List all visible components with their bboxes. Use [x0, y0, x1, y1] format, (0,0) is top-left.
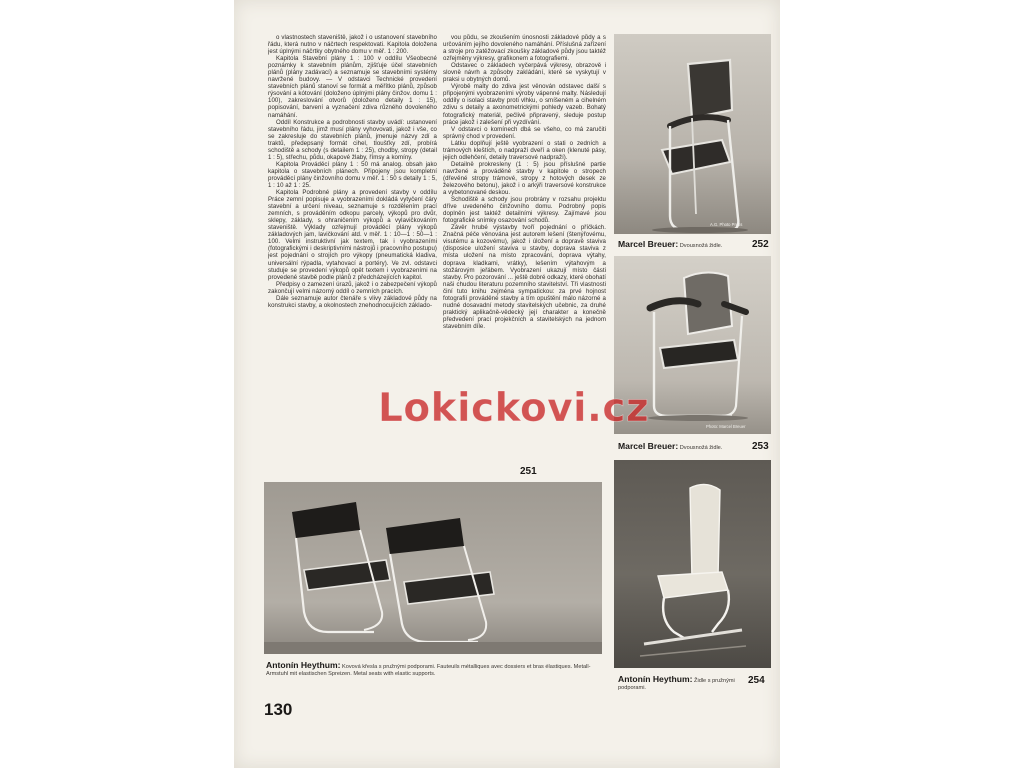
- figure-number-253: 253: [752, 441, 769, 452]
- figure-number-252: 252: [752, 239, 769, 250]
- caption-254-name: Antonín Heythum:: [618, 674, 693, 684]
- caption-253-name: Marcel Breuer:: [618, 441, 679, 451]
- watermark-text: Lokickovi.cz: [378, 386, 650, 431]
- photo-credit-253: Photo: Marcel Breuer: [706, 424, 746, 429]
- paragraph: Oddíl Konstrukce a podrobnosti stavby uvádí: ustanovení stavebního řádu, jimž musí plány vyhovovati, jakož i vše, co se zakresluje do stavebních plánů, jmenuje názvy zdí a traktů, předepsaný formát cihel, tloušťky zdí, probírá schodiště a schody (s detailem 1 : 25), chodby, stropy (detail 1 : 5), střechu, půdu, okapové žlaby, římsy a komíny.: [268, 118, 437, 161]
- paragraph: Odstavec o základech vyčerpává výkresy, obrazově i slovně návrh a způsoby zakládání, které se vyskytují v praksi u obytných domů.: [443, 62, 606, 84]
- caption-254-desc: Židle s pružnými podporami.: [618, 678, 735, 691]
- paragraph: Kapitola Stavební plány 1 : 100 v oddílu Všeobecné poznámky k stavebním plánům, zjišťuje účel stavebních plánů (plány zadávací) a seznamuje se stavebními systémy navržené budovy. — V odstavci Technické provedení stavebních plánů stanoví se formát a měřítko plánů, způsob rýsování a kótování (doloženo úplnými plány činžov. domu 1 : 100), zakreslování otvorů (doloženo detaily 1 : 15), popisování, barvení a vyznačení zdiva různého dovoleného namáhání.: [268, 55, 437, 119]
- caption-253-desc: Dvousnožá židle.: [679, 445, 723, 451]
- figure-number-254: 254: [748, 675, 765, 686]
- photo-credit-252: A.G. Photo Press: [710, 222, 743, 227]
- paragraph: Kapitola Prováděcí plány 1 : 50 má analog. obsah jako kapitola o stavebních plánech. Připojeny jsou kompletní prováděcí plány činžovního domu v měř. 1 : 50 s detaily 1 : 5, 1 : 10 až 1 : 25.: [268, 160, 437, 189]
- photo-breuer-armchair-253: [614, 256, 771, 434]
- paragraph: Výrobě malty do zdiva jest věnován odstavec další s připojenými vyobrazeními výroby vápenné malty. Následují oddíly o isolaci stavby proti vlhku, o smíšeném a cihelném zdivu s detaily a axonometrickými pohledy vazeb. Bohatý fotografický materiál, pečlivě připravený, sleduje postup práce jakož i zalešení při vyzdívání.: [443, 83, 606, 126]
- paragraph: Předpisy o zamezení úrazů, jakož i o zabezpečení výkopů zakončují velmi názorný oddíl o zemních pracích.: [268, 280, 437, 295]
- paragraph: Závěr hrubé výstavby tvoří pojednání o příčkách. Značná péče věnována jest autorem lešení (štenýřovému, visutému a kozovému), jakož i úložení a dopravě staviva (disposice uložení staviva u stavby, doprava staviva z místa uložení na místo zpracování, doprava výtahy, doprava kladkami, vrátky), lešením výtahovým a stožárovým jeřábem. Vyobrazení ukazují místo části stavby. Pro pozorování ... ještě dobré odkazy, které obohatí naši chudou literaturu pozemního stavitelství. Tři vlastnosti činí tuto knihu zejména sympatickou: za prvé hojnost fotografií prováděné stavby a tím opuštění málo názorné a nudné dosavadní metody stavitelských učebnic, za druhé praktický aplikačně-vědecký její charakter a konečně předvedení prací projekčních a stavitelských na jednom stavebním díle.: [443, 224, 606, 330]
- paragraph: Kapitola Podrobné plány a provedení stavby v oddílu Práce zemní popisuje a vyobrazeními dokládá vytyčení čáry stavební a určení niveau, seznamuje s rozdělením prací zemních, s prováděním odkopu parcely, výkopů pro dvůr, sklepy, základy, s ohraničením výkopů a vylavičkováním staveniště. Výklady ozřejmují prováděcí plány výkopů základových jam, lavičkování atd. v měř. 1 : 10—1 : 50—1 : 100. Velmi instruktivní jak textem, tak i vyobrazeními (fotografickými i deskriptivními nástrojů i pracovního postupu) jest pojednání o strojích pro výkopy (pneumatická kladiva, universální rýpadla, vytahovací a portéry). Ve zvl. odstavci studuje se provedení výkopů opět textem i vyobrazeními na provedené stavbě podle plánů z předcházejících kapitol.: [268, 189, 437, 281]
- caption-254: [618, 676, 746, 692]
- paragraph: Schodiště a schody jsou probrány v rozsahu projektu dříve uvedeného činžovního domu. Podrobný popis doplněn jest taktéž detailními výkresy. Zajímavé jsou fotografické snímky osazování schodů.: [443, 196, 606, 225]
- paragraph: Dále seznamuje autor čtenáře s vlivy základové půdy na konstrukci stavby, a okolnostech znehodnocujících základo-: [268, 294, 437, 309]
- photo-heythum-chair-254: [614, 460, 771, 668]
- page-number: 130: [264, 700, 293, 719]
- caption-251: [266, 662, 604, 678]
- paragraph: o vlastnostech staveniště, jakož i o ustanovení stavebního řádu, která nutno v náčrtech respektovati. Kapitola doložena jest úplnými náčrtky obytného domu v měř. 1 : 200.: [268, 34, 437, 56]
- paragraph: Detailně prokresleny (1 : 5) jsou příslušné partie navržené a prováděné stavby v kapitole o stropech (dřevěné stropy trámové, stropy z hotových desek ze železového betonu), jakož i o arkýři traversové konstrukce a vybetonované deskou.: [443, 160, 606, 197]
- photo-heythum-armchairs-251: [264, 482, 602, 654]
- paragraph: Látku doplňují ještě vyobrazení o stati o zedních a trámových kleštích, o nadpraží dveří a oken (klenuté pásy, jejich odlehčení, detaily traversové nadpraží).: [443, 139, 606, 161]
- caption-252-name: Marcel Breuer:: [618, 239, 679, 249]
- paragraph: V odstavci o komínech dbá se všeho, co má zaručiti správný chod v provedení.: [443, 125, 606, 140]
- figure-number-251: 251: [520, 466, 537, 477]
- photo-breuer-armchair-252: [614, 34, 771, 234]
- text-column-left: [268, 34, 437, 474]
- caption-251-desc: Kovová křesla s pružnými podporami. Fauteuils métalliques avec dossiers et bras élastiques. Metall-Armstuhl mit elastischen Spreizen. Metal seats with elastic supports.: [266, 664, 591, 677]
- paragraph: vou půdu, se zkoušením únosnosti základové půdy a s určováním jejího dovoleného namáhání. Příslušná zařízení a stroje pro zatěžovací zkoušky základové půdy jsou taktéž ozřejměny výkresy, grafikonem a fotografiemi.: [443, 34, 606, 63]
- caption-252-desc: Dvousnožá židle.: [679, 243, 723, 249]
- text-column-middle: [443, 34, 606, 478]
- caption-251-name: Antonín Heythum:: [266, 660, 341, 670]
